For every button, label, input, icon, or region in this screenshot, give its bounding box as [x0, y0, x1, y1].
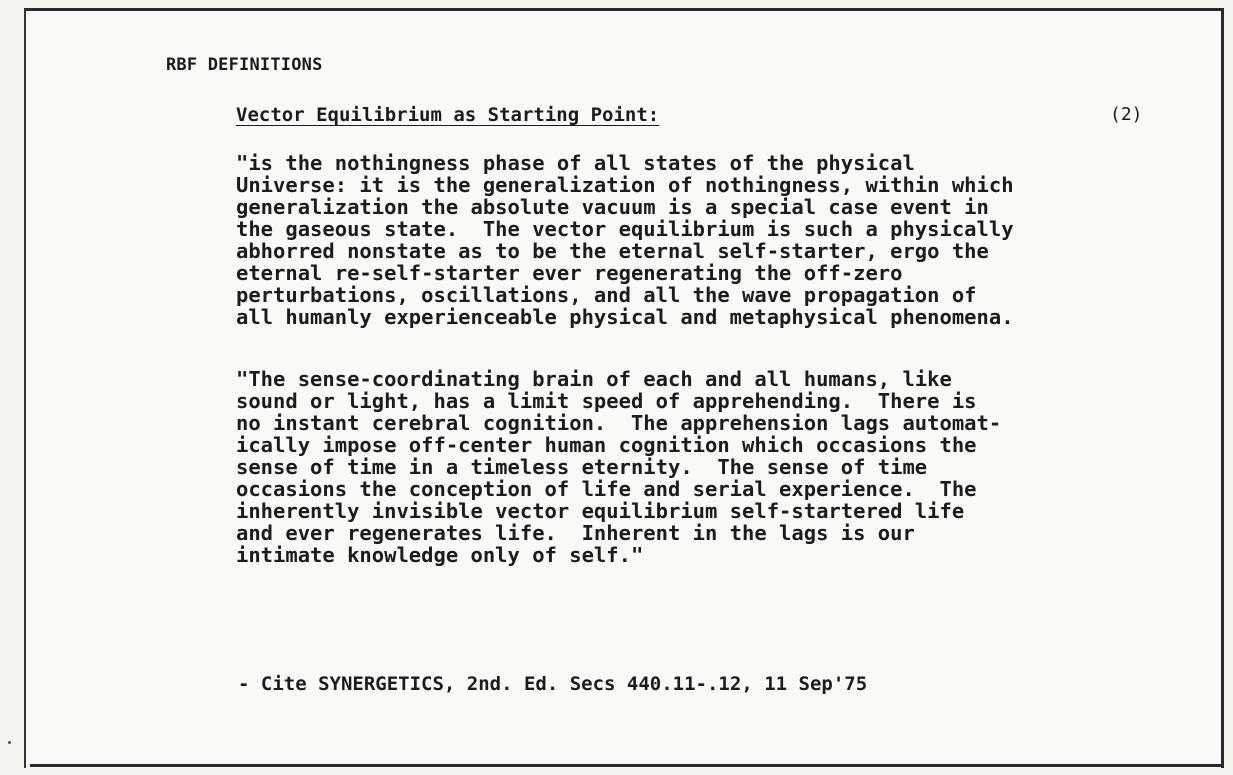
paragraph-1	[236, 152, 1196, 328]
paragraph-line: "is the nothingness phase of all states of the physical	[236, 151, 915, 175]
document-header: RBF DEFINITIONS	[166, 55, 323, 75]
paragraph-2	[236, 368, 1196, 566]
stray-mark	[8, 741, 11, 744]
paragraph-line: all humanly experienceable physical and metaphysical phenomena.	[236, 305, 1014, 329]
paragraph-line: no instant cerebral cognition. The apprehension lags automat-	[236, 411, 1002, 435]
paragraph-line: Universe: it is the generalization of nothingness, within which	[236, 173, 1014, 197]
paragraph-line: and ever regenerates life. Inherent in the lags is our	[236, 521, 915, 545]
paragraph-line: generalization the absolute vacuum is a special case event in	[236, 195, 989, 219]
citation: - Cite SYNERGETICS, 2nd. Ed. Secs 440.11-.12, 11 Sep'75	[238, 673, 868, 695]
paragraph-line: sound or light, has a limit speed of apprehending. There is	[236, 389, 977, 413]
paragraph-line: inherently invisible vector equilibrium self-startered life	[236, 499, 965, 523]
paragraph-line: the gaseous state. The vector equilibrium is such a physically	[236, 217, 1014, 241]
paragraph-line: ically impose off-center human cognition which occasions the	[236, 433, 977, 457]
card-bottom-border	[30, 764, 1224, 767]
definition-heading: Vector Equilibrium as Starting Point:	[236, 104, 660, 126]
paragraph-line: intimate knowledge only of self."	[236, 543, 644, 567]
paragraph-line: abhorred nonstate as to be the eternal self-starter, ergo the	[236, 239, 989, 263]
paragraph-line: "The sense-coordinating brain of each and all humans, like	[236, 367, 952, 391]
paragraph-line: perturbations, oscillations, and all the wave propagation of	[236, 283, 977, 307]
paragraph-line: sense of time in a timeless eternity. The sense of time	[236, 455, 928, 479]
paragraph-line: occasions the conception of life and serial experience. The	[236, 477, 977, 501]
paragraph-line: eternal re-self-starter ever regenerating the off-zero	[236, 261, 903, 285]
page-number: (2)	[1110, 104, 1143, 125]
